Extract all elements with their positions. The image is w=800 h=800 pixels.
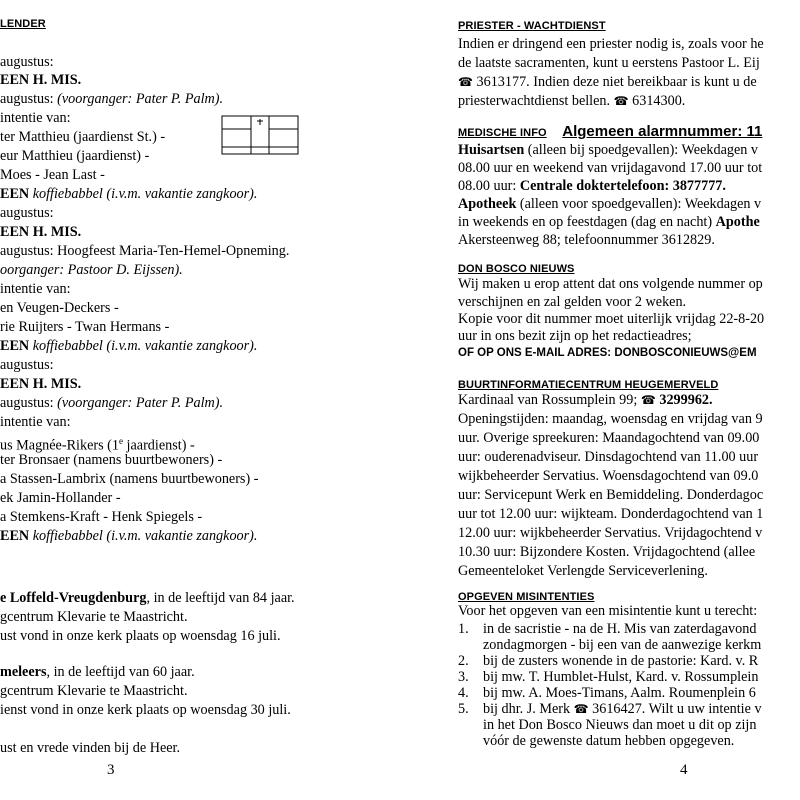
mass-title-3: EEN H. MIS. — [0, 376, 82, 392]
buurt-line: Openingstijden: maandag, woensdag en vrijdag van 9 — [458, 411, 763, 427]
priester-line: de laatste sacramenten, kunt u eerstens Pastoor L. Eij — [458, 55, 760, 71]
priester-line: priesterwachtdienst bellen. ☎ 6314300. — [458, 93, 686, 109]
intention-line: us Magnée-Rikers (1e jaardienst) - — [0, 436, 195, 454]
medisch-line: in weekends en op feestdagen (dag en nacht) Apothe — [458, 214, 760, 230]
misintenties-header: OPGEVEN MISINTENTIES — [458, 591, 595, 603]
buurt-line: Gemeenteloket Verlengde Serviceverlening. — [458, 563, 708, 579]
page-number-right: 4 — [680, 762, 688, 778]
buurt-line: uur: Servicepunt Werk en Bemiddeling. Donderdagoc — [458, 487, 764, 503]
obituary-line: gcentrum Klevarie te Maastricht. — [0, 683, 188, 699]
misintenties-intro: Voor het opgeven van een misintentie kunt u terecht: — [458, 603, 758, 619]
medisch-line: 08.00 uur: Centrale doktertelefoon: 3877777. — [458, 178, 726, 194]
priester-header: PRIESTER - WACHTDIENST — [458, 20, 606, 32]
telephone-icon: ☎ — [573, 702, 589, 716]
alarm-number: Algemeen alarmnummer: 11 — [562, 123, 763, 140]
medisch-header-row — [458, 124, 762, 141]
intention-line: ek Jamin-Hollander - — [0, 490, 121, 506]
page-number-left: 3 — [107, 762, 115, 778]
obituary-line: ienst vond in onze kerk plaats op woensdag 30 juli. — [0, 702, 291, 718]
medisch-header: MEDISCHE INFO — [458, 127, 547, 139]
obituary-line: ust vond in onze kerk plaats op woensdag 16 juli. — [0, 628, 281, 644]
telephone-icon: ☎ — [613, 94, 629, 108]
buurt-line: uur tot 12.00 uur: wijkteam. Donderdagochtend van 1 — [458, 506, 764, 522]
buurt-line: uur: ouderenadviseur. Dinsdagochtend van 11.00 uur — [458, 449, 759, 465]
donbosco-line: uur in ons bezit zijn op het redactieadres; — [458, 328, 692, 344]
mass-date-5: augustus: — [0, 357, 54, 373]
intention-line: eur Matthieu (jaardienst) - — [0, 148, 150, 164]
donbosco-line: verschijnen en zal gelden voor 2 weken. — [458, 294, 687, 310]
buurt-line: 10.30 uur: Bijzondere Kosten. Vrijdagochtend (allee — [458, 544, 756, 560]
right-page: PRIESTER - WACHTDIENST Indien er dringend een priester nodig is, zoals voor he de laatste sacramenten, kunt u eerstens Pastoor L. Eij ☎ 3613177. Indien deze niet bereikbaar is kunt u de priesterwachtdienst bellen. ☎ 6314300. MEDISCHE INFO Algemeen alarmnummer: 11 Huisartsen (alleen bij spoedgevallen): Weekdagen v 08.00 uur en weekend van vrijdagavond 17.00 uur tot 08.00 uur: Centrale doktertelefoon: 3877777. Apotheek (alleen voor spoedgevallen): Weekdagen v in weekends en op feestdagen (dag en nacht) Apothe Akersteenweg 88; telefoonnummer 3612829. DON BOSCO NIEUWS Wij maken u erop attent dat ons volgende nummer op verschijnen en zal gelden voor 2 weken. Kopie voor dit nummer moet uiterlijk vrijdag 22-8-20 uur in ons bezit zijn op het redactieadres; OF OP ONS E-MAIL ADRES: DONBOSCONIEUWS@EM BUURTINFORMATIECENTRUM HEUGEMERVELD Kardinaal van Rossumplein 99; ☎ 3299962. Openingstijden: maandag, woensdag en vrijdag van 9 uur. Overige spreekuren: Maandagochtend van 09.00 uur: ouderenadviseur. Dinsdagochtend van 11.00 uur wijkbeheerder Servatius. Woensdagochtend van 09.0 uur: Servicepunt Werk en Bemiddeling. Donderdagoc uur tot 12.00 uur: wijkteam. Donderdagochtend van 1 12.00 uur: wijkbeheerder Servatius. Vrijdagochtend v 10.30 uur: Bijzondere Kosten. Vrijdagochtend (allee Gemeenteloket Verlengde Serviceverlening. OPGEVEN MISINTENTIES Voor het opgeven van een misintentie kunt u terecht: 1. in de sacristie - na de H. Mis van zaterdagavond zondagmorgen - bij een van de aanwezige kerkm 2. bij de zusters wonende in de pastorie: Kard. v. R 3. bij mw. T. Humblet-Hulst, Kard. v. Rossumplein 4. bij mw. A. Moes-Timans, Aalm. Roumenplein 6 5. bij dhr. J. Merk ☎ 3616427. Wilt u uw intentie v in het Don Bosco Nieuws dan moet u dit op zijn vóór de gewenste datum hebben opgegeven. 4 — [458, 20, 765, 778]
intention-line: en Veugen-Deckers - — [0, 300, 119, 316]
priester-line: Indien er dringend een priester nodig is, zoals voor he — [458, 36, 764, 52]
intention-label: intentie van: — [0, 281, 71, 297]
medisch-line: 08.00 uur en weekend van vrijdagavond 17.00 uur tot — [458, 160, 763, 176]
donbosco-line: Kopie voor dit nummer moet uiterlijk vrijdag 22-8-20 — [458, 311, 765, 327]
coffee-line: EEN koffiebabbel (i.v.m. vakantie zangkoor). — [0, 528, 258, 544]
intention-label: intentie van: — [0, 414, 71, 430]
obituary-line: gcentrum Klevarie te Maastricht. — [0, 609, 188, 625]
calendar-header: LENDER — [0, 18, 46, 30]
intention-line: rie Ruijters - Twan Hermans - — [0, 319, 170, 335]
telephone-icon: ☎ — [640, 393, 656, 407]
mass-date-6: augustus: (voorganger: Pater P. Palm). — [0, 395, 224, 411]
intention-line: ter Matthieu (jaardienst St.) - — [0, 129, 166, 145]
obituary-line: e Loffeld-Vreugdenburg, in de leeftijd van 84 jaar. — [0, 590, 295, 606]
medisch-line: Apotheek (alleen voor spoedgevallen): Weekdagen v — [458, 196, 762, 212]
priester-line: ☎ 3613177. Indien deze niet bereikbaar is kunt u de — [458, 74, 757, 90]
mass-date-3: augustus: — [0, 205, 54, 221]
mass-title-2: EEN H. MIS. — [0, 224, 82, 240]
obituary-line: meleers, in de leeftijd van 60 jaar. — [0, 664, 195, 680]
buurt-line: uur. Overige spreekuren: Maandagochtend van 09.00 — [458, 430, 760, 446]
telephone-icon: ☎ — [458, 75, 473, 89]
intention-line: Moes - Jean Last - — [0, 167, 105, 183]
buurt-line: 12.00 uur: wijkbeheerder Servatius. Vrijdagochtend v — [458, 525, 763, 541]
buurt-line: Kardinaal van Rossumplein 99; ☎ 3299962. — [458, 392, 713, 408]
closing-line: ust en vrede vinden bij de Heer. — [0, 740, 181, 756]
coffee-line: EEN koffiebabbel (i.v.m. vakantie zangkoor). — [0, 338, 258, 354]
mass-date-1: augustus: — [0, 54, 54, 70]
celebrant-line: oorganger: Pastoor D. Eijssen). — [0, 262, 183, 278]
donbosco-line: Wij maken u erop attent dat ons volgende nummer op — [458, 276, 763, 292]
intention-label: intentie van: — [0, 110, 71, 126]
intention-line: ter Bronsaer (namens buurtbewoners) - — [0, 452, 223, 468]
mass-date-2: augustus: (voorganger: Pater P. Palm). — [0, 91, 224, 107]
mass-date-4: augustus: Hoogfeest Maria-Ten-Hemel-Opneming. — [0, 243, 290, 259]
mass-title-1: EEN H. MIS. — [0, 72, 82, 88]
donbosco-header: DON BOSCO NIEUWS — [458, 263, 575, 275]
intention-line: a Stassen-Lambrix (namens buurtbewoners) - — [0, 471, 259, 487]
intention-line: a Stemkens-Kraft - Henk Spiegels - — [0, 509, 203, 525]
buurt-header: BUURTINFORMATIECENTRUM HEUGEMERVELD — [458, 379, 719, 391]
buurt-line: wijkbeheerder Servatius. Woensdagochtend van 09.0 — [458, 468, 759, 484]
donbosco-email: OF OP ONS E-MAIL ADRES: DONBOSCONIEUWS@EM — [458, 347, 757, 359]
medisch-line: Akersteenweg 88; telefoonnummer 3612829. — [458, 232, 715, 248]
medisch-line: Huisartsen (alleen bij spoedgevallen): Weekdagen v — [458, 142, 758, 158]
church-drawing — [221, 115, 299, 155]
coffee-line: EEN koffiebabbel (i.v.m. vakantie zangkoor). — [0, 186, 258, 202]
